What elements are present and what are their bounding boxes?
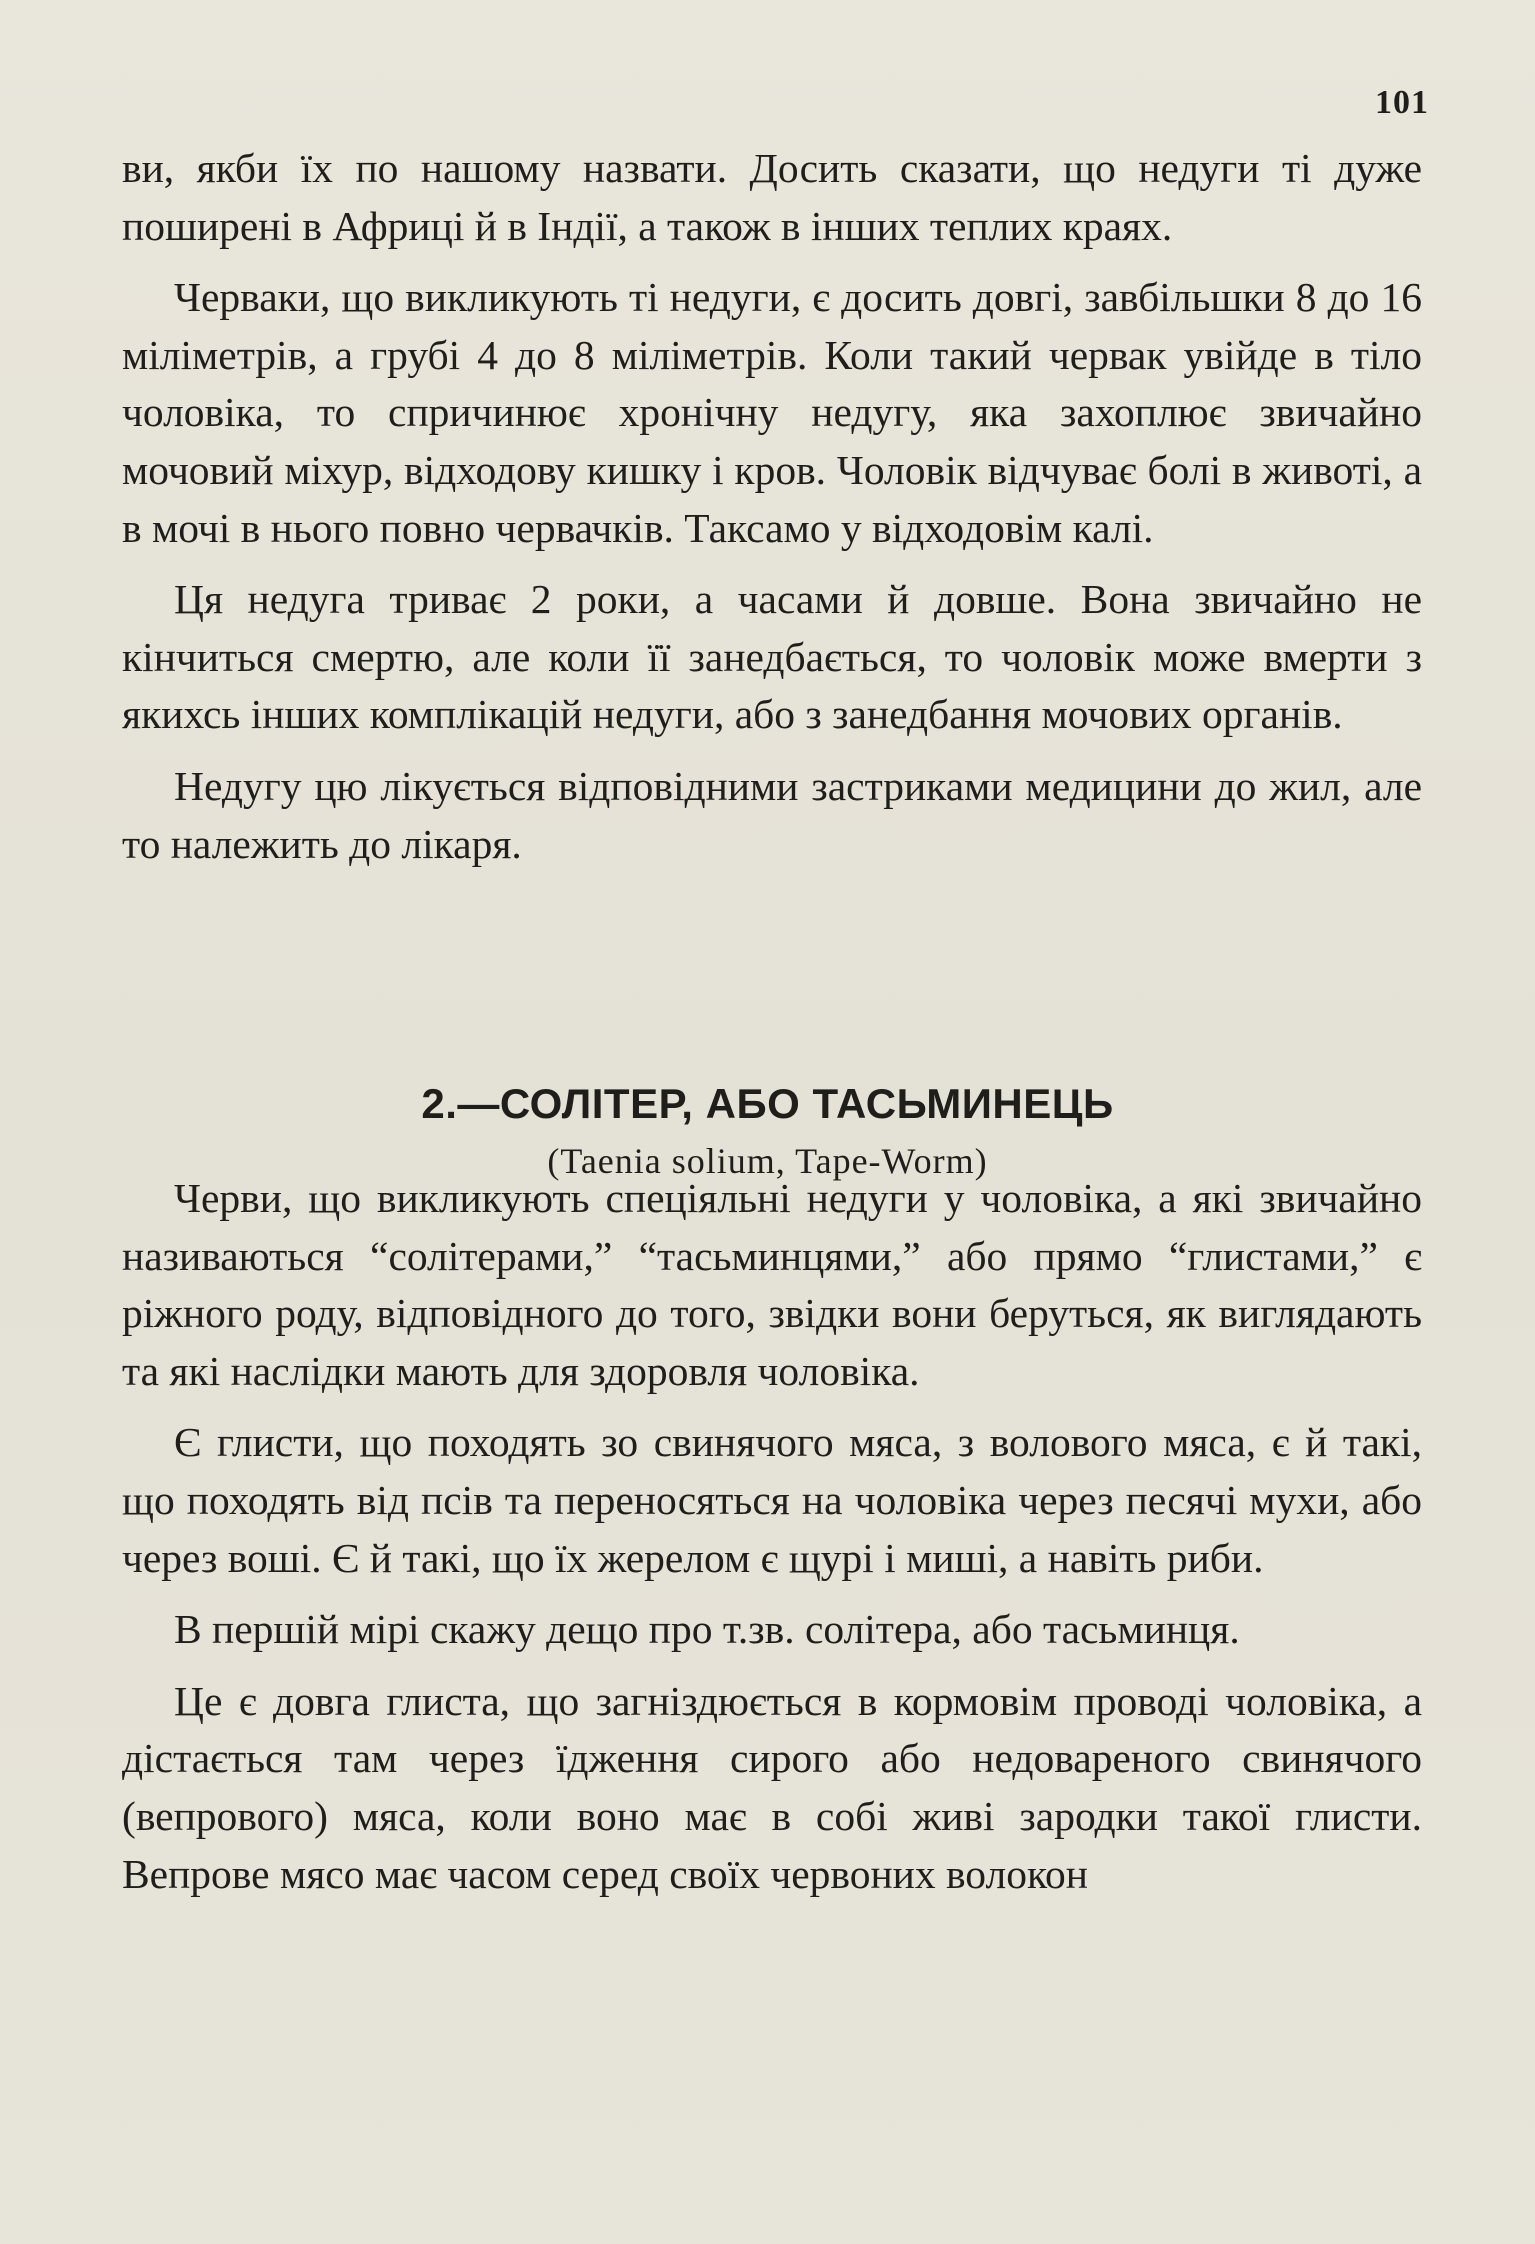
paragraph: Це є довга глиста, що загніздюється в кормовім проводі чоловіка, а дістається там через їдження сирого або недовареного свинячого (вепрового) мяса, коли воно має в собі живі зародки такої глисти. Вепрове мясо має часом серед своїх червоних волокон <box>122 1677 1422 1897</box>
paragraph: Черваки, що викликують ті недуги, є досить довгі, завбільшки 8 до 16 міліметрів, а грубі 4 до 8 міліметрів. Коли такий червак увійде в тіло чоловіка, то спричинює хронічну недугу, яка захоплює звичайно мочовий міхур, відходову кишку і кров. Чоловік відчуває болі в животі, а в мочі в нього повно червачків. Таксамо у відходовім калі. <box>122 274 1422 551</box>
section-subtitle: (Taenia solium, Tape-Worm) <box>547 1141 988 1181</box>
paragraph: Недугу цю лікується відповідними застриками медицини до жил, але то належить до лікаря. <box>122 762 1422 867</box>
section-title: 2.—СОЛІТЕР, АБО ТАСЬМИНЕЦЬ <box>421 1080 1114 1127</box>
paragraph: Черви, що викликують спеціяльні недуги у чоловіка, а які звичайно називаються “солітерами,” “тасьминцями,” або прямо “глистами,” є ріжного роду, відповідного до того, звідки вони беруться, як виглядають та які наслідки мають для здоровля чоловіка. <box>122 1175 1422 1394</box>
paragraph: В першій мірі скажу дещо про т.зв. солітера, або тасьминця. <box>174 1606 1240 1653</box>
paragraph: Ця недуга триває 2 роки, а часами й довше. Вона звичайно не кінчиться смертю, але коли її занедбається, то чоловік може вмерти з якихсь інших комплікацій недуги, або з занедбання мочових органів. <box>122 576 1422 738</box>
paragraph: Є глисти, що походять зо свинячого мяса, з волового мяса, є й такі, що походять від псів та переносяться на чоловіка через песячі мухи, або через воші. Є й такі, що їх жерелом є щурі і миші, а навіть риби. <box>122 1419 1422 1581</box>
top-text-block <box>122 140 1422 887</box>
paragraph: ви, якби їх по нашому назвати. Досить сказати, що недуги ті дуже поширені в Африці й в Індії, а також в інших теплих краях. <box>122 145 1422 249</box>
bottom-text-block <box>122 1170 1422 1917</box>
page-number: 101 <box>1375 84 1429 121</box>
